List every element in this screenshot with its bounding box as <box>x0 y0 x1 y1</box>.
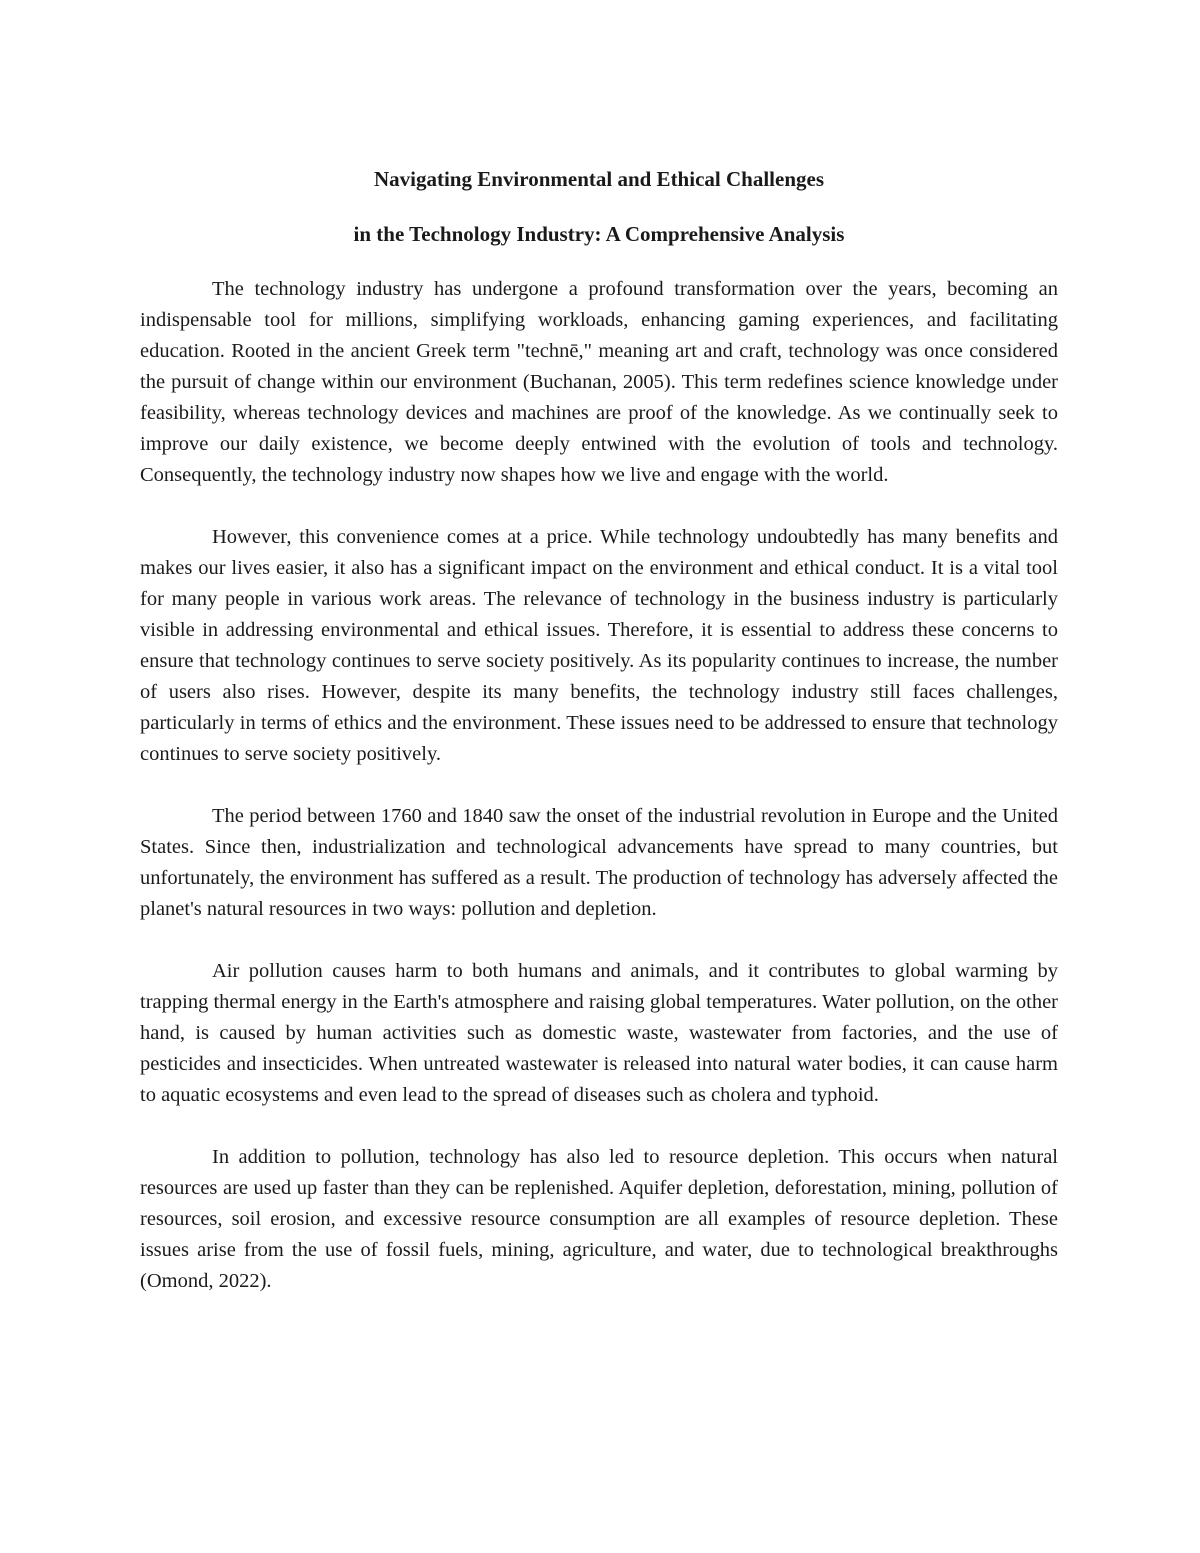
document-title-line-2: in the Technology Industry: A Comprehensive Analysis <box>353 222 845 246</box>
body-paragraph-5: In addition to pollution, technology has also led to resource depletion. This occurs when natural resources are used up faster than they can be replenished. Aquifer depletion, deforestation, mining, pollution of resources, soil erosion, and excessive resource consumption are all examples of resource depletion. These issues arise from the use of fossil fuels, mining, agriculture, and water, due to technological breakthroughs (Omond, 2022). <box>140 1146 1058 1292</box>
document-title-line-1: Navigating Environmental and Ethical Challenges <box>373 167 824 191</box>
body-paragraph-4: Air pollution causes harm to both humans and animals, and it contributes to global warming by trapping thermal energy in the Earth's atmosphere and raising global temperatures. Water pollution, on the other hand, is caused by human activities such as domestic waste, wastewater from factories, and the use of pesticides and insecticides. When untreated wastewater is released into natural water bodies, it can cause harm to aquatic ecosystems and even lead to the spread of diseases such as cholera and typhoid. <box>140 960 1058 1106</box>
body-paragraph-2: However, this convenience comes at a price. While technology undoubtedly has many benefits and makes our lives easier, it also has a significant impact on the environment and ethical conduct. It is a vital tool for many people in various work areas. The relevance of technology in the business industry is particularly visible in addressing environmental and ethical issues. Therefore, it is essential to address these concerns to ensure that technology continues to serve society positively. As its popularity continues to increase, the number of users also rises. However, despite its many benefits, the technology industry still faces challenges, particularly in terms of ethics and the environment. These issues need to be addressed to ensure that technology continues to serve society positively. <box>140 526 1058 765</box>
document-page <box>140 160 1058 1297</box>
body-paragraph-3: The period between 1760 and 1840 saw the onset of the industrial revolution in Europe and the United States. Since then, industrialization and technological advancements have spread to many countries, but unfortunately, the environment has suffered as a result. The production of technology has adversely affected the planet's natural resources in two ways: pollution and depletion. <box>140 805 1058 920</box>
body-paragraph-1: The technology industry has undergone a profound transformation over the years, becoming an indispensable tool for millions, simplifying workloads, enhancing gaming experiences, and facilitating education. Rooted in the ancient Greek term "technē," meaning art and craft, technology was once considered the pursuit of change within our environment (Buchanan, 2005). This term redefines science knowledge under feasibility, whereas technology devices and machines are proof of the knowledge. As we continually seek to improve our daily existence, we become deeply entwined with the evolution of tools and technology. Consequently, the technology industry now shapes how we live and engage with the world. <box>140 278 1058 486</box>
